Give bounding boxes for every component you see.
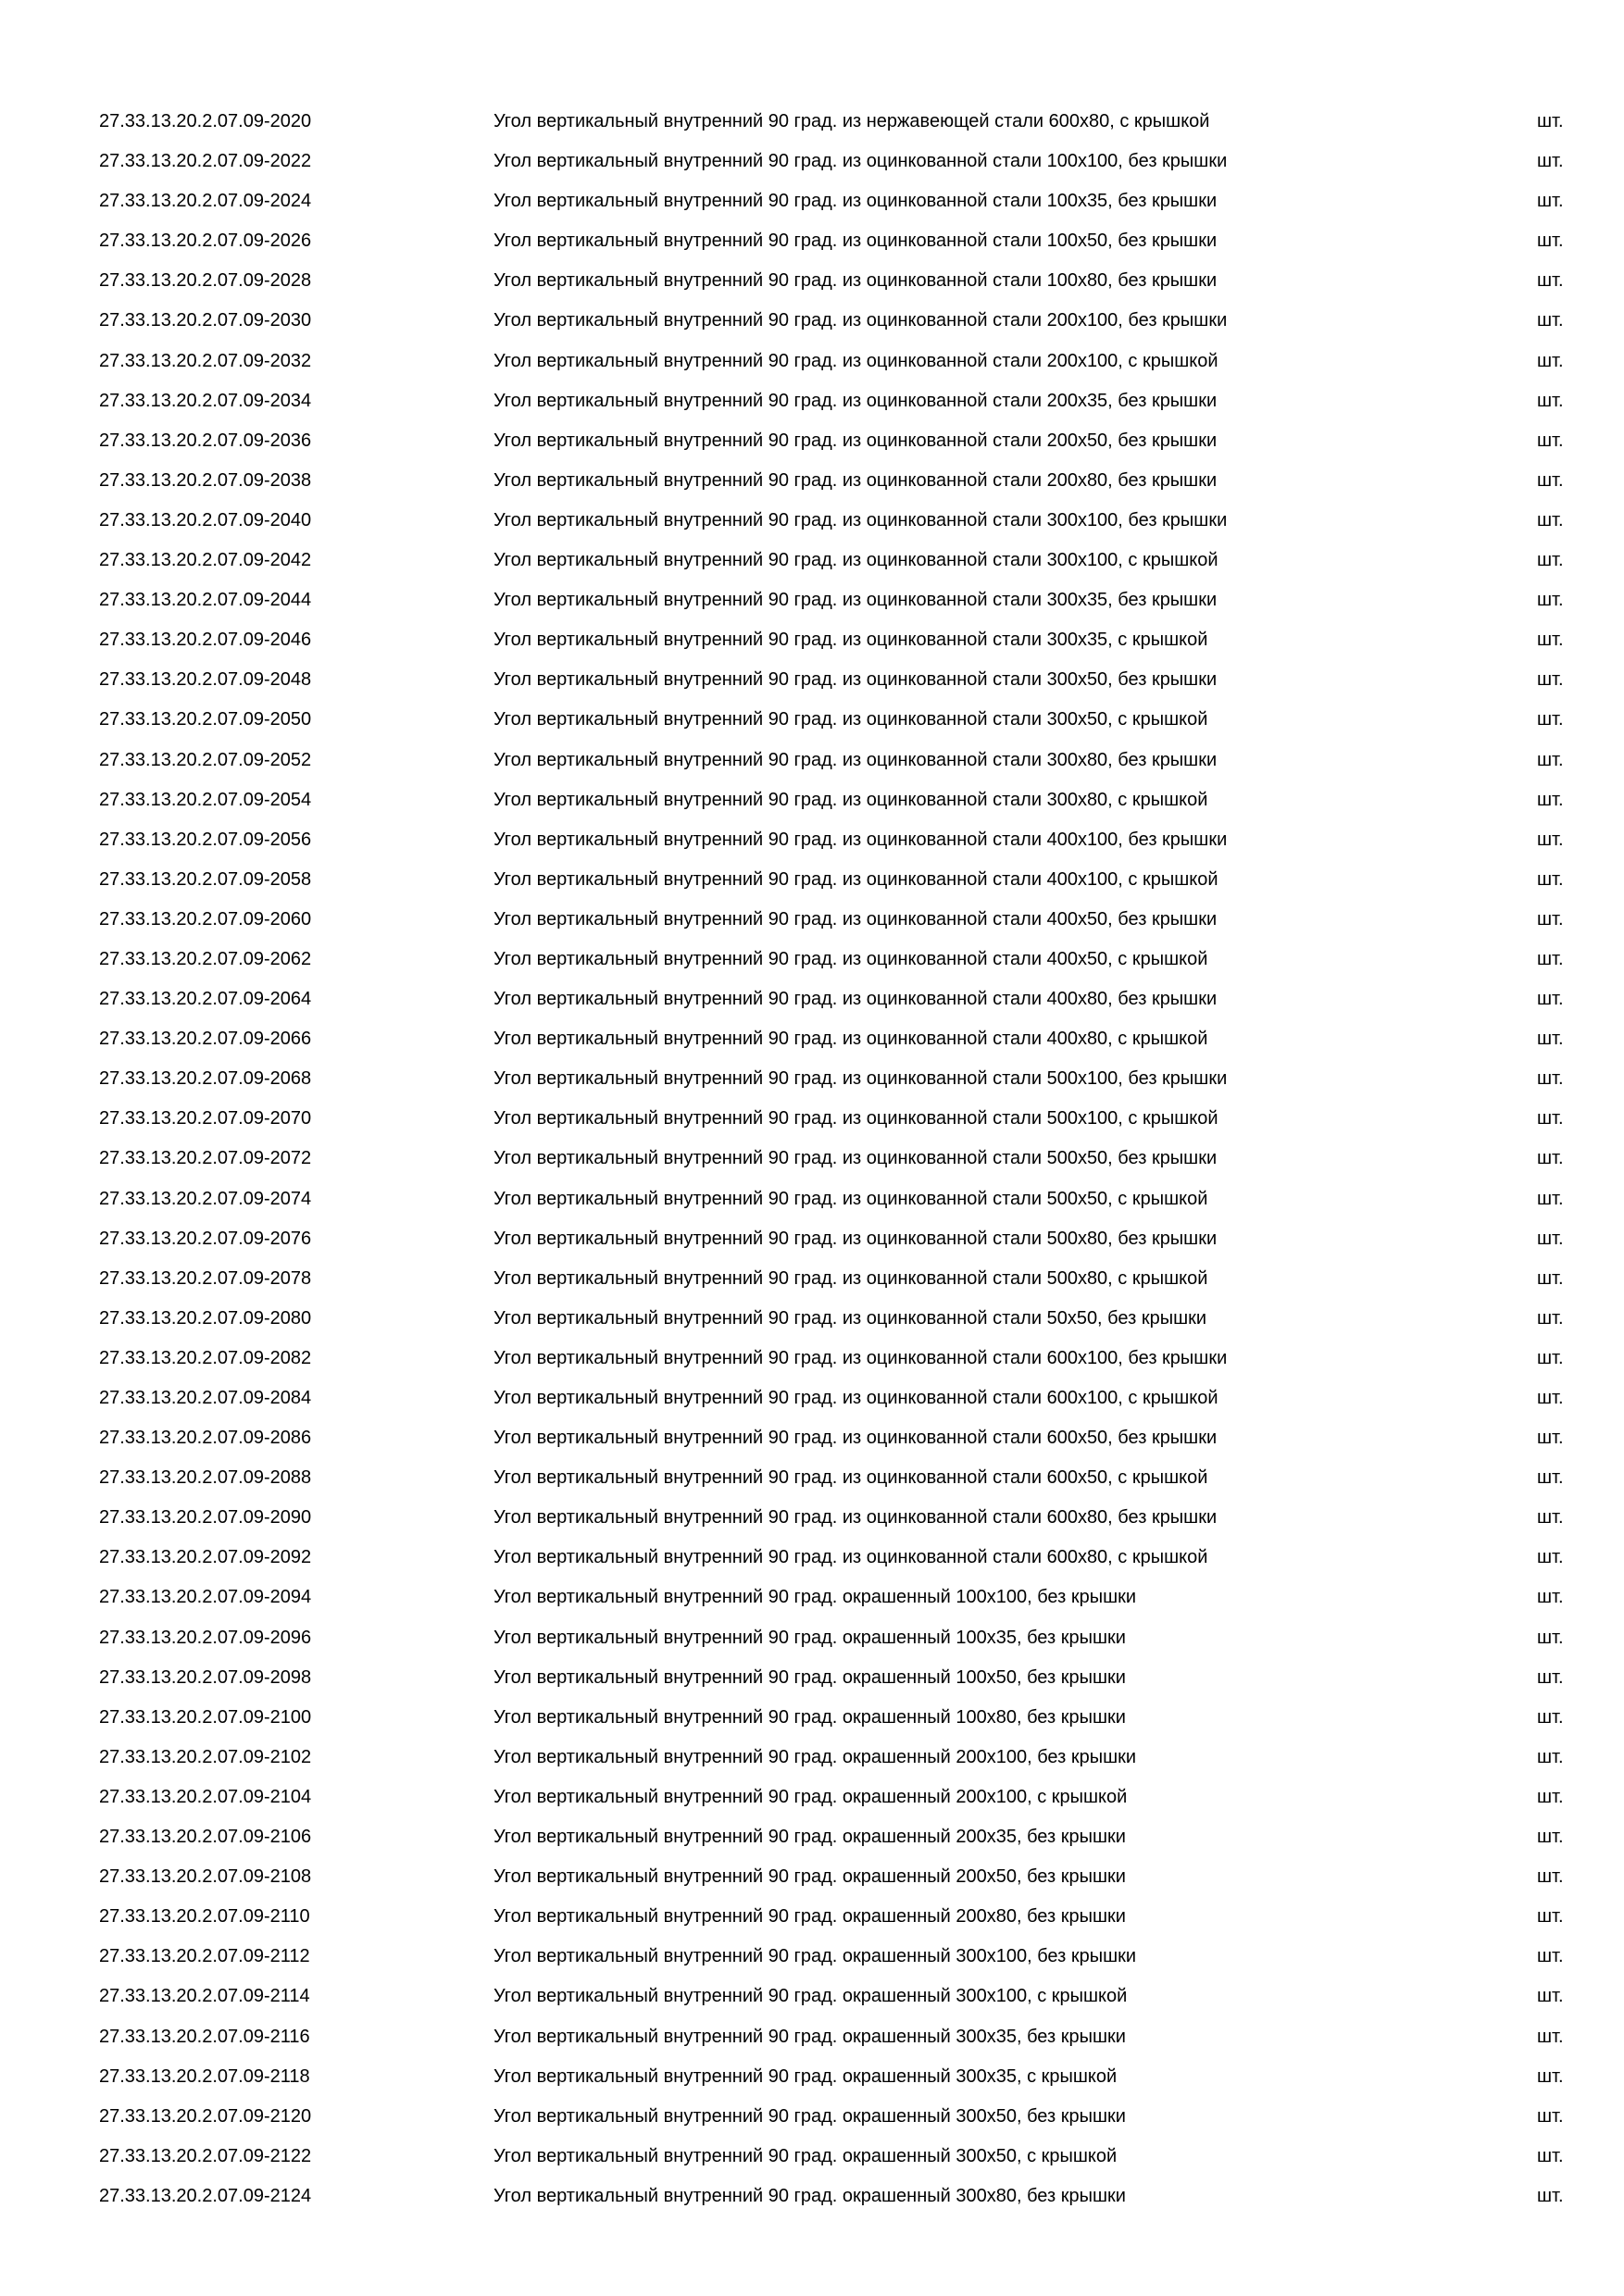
row-description: Угол вертикальный внутренний 90 град. окрашенный 200x80, без крышки bbox=[493, 1906, 1126, 1928]
row-unit: шт. bbox=[1537, 749, 1564, 770]
row-description: Угол вертикальный внутренний 90 град. из оцинкованной стали 200x100, с крышкой bbox=[493, 350, 1218, 371]
row-code: 27.33.13.20.2.07.09-2118 bbox=[99, 2065, 310, 2087]
row-description: Угол вертикальный внутренний 90 град. из оцинкованной стали 300x50, с крышкой bbox=[493, 709, 1208, 730]
row-unit: шт. bbox=[1537, 151, 1564, 172]
row-unit: шт. bbox=[1537, 430, 1564, 451]
row-unit: шт. bbox=[1537, 231, 1564, 252]
row-code: 27.33.13.20.2.07.09-2032 bbox=[99, 350, 312, 371]
row-unit: шт. bbox=[1537, 1267, 1564, 1289]
table-row bbox=[0, 1937, 1624, 1977]
row-code: 27.33.13.20.2.07.09-2094 bbox=[99, 1587, 312, 1608]
row-code: 27.33.13.20.2.07.09-2036 bbox=[99, 430, 312, 451]
row-unit: шт. bbox=[1537, 789, 1564, 810]
table-row bbox=[0, 2017, 1624, 2057]
row-code: 27.33.13.20.2.07.09-2110 bbox=[99, 1906, 310, 1928]
row-code: 27.33.13.20.2.07.09-2100 bbox=[99, 1706, 312, 1728]
table-row bbox=[0, 2057, 1624, 2097]
table-row bbox=[0, 2097, 1624, 2137]
row-unit: шт. bbox=[1537, 1986, 1564, 2007]
table-row bbox=[0, 102, 1624, 142]
row-unit: шт. bbox=[1537, 1188, 1564, 1209]
row-code: 27.33.13.20.2.07.09-2024 bbox=[99, 191, 312, 212]
row-code: 27.33.13.20.2.07.09-2112 bbox=[99, 1946, 310, 1967]
table-row bbox=[0, 980, 1624, 1019]
row-code: 27.33.13.20.2.07.09-2028 bbox=[99, 270, 312, 292]
row-description: Угол вертикальный внутренний 90 град. окрашенный 100x50, без крышки bbox=[493, 1666, 1126, 1688]
row-unit: шт. bbox=[1537, 1666, 1564, 1688]
row-description: Угол вертикальный внутренний 90 град. окрашенный 300x100, без крышки bbox=[493, 1946, 1137, 1967]
row-code: 27.33.13.20.2.07.09-2116 bbox=[99, 2026, 310, 2047]
row-code: 27.33.13.20.2.07.09-2086 bbox=[99, 1428, 312, 1449]
row-description: Угол вертикальный внутренний 90 град. из оцинкованной стали 300x80, с крышкой bbox=[493, 789, 1208, 810]
row-unit: шт. bbox=[1537, 1307, 1564, 1329]
table-row bbox=[0, 2137, 1624, 2177]
row-description: Угол вертикальный внутренний 90 град. из оцинкованной стали 100x100, без крышки bbox=[493, 151, 1228, 172]
table-row bbox=[0, 501, 1624, 541]
row-code: 27.33.13.20.2.07.09-2080 bbox=[99, 1307, 312, 1329]
table-row bbox=[0, 1658, 1624, 1698]
table-body bbox=[0, 102, 1624, 2216]
row-description: Угол вертикальный внутренний 90 град. окрашенный 300x50, без крышки bbox=[493, 2105, 1126, 2127]
table-row bbox=[0, 1299, 1624, 1339]
row-description: Угол вертикальный внутренний 90 град. из оцинкованной стали 600x80, без крышки bbox=[493, 1507, 1218, 1529]
row-description: Угол вертикальный внутренний 90 град. из оцинкованной стали 500x80, без крышки bbox=[493, 1228, 1218, 1249]
row-description: Угол вертикальный внутренний 90 град. из оцинкованной стали 600x50, без крышки bbox=[493, 1428, 1218, 1449]
row-unit: шт. bbox=[1537, 1786, 1564, 1807]
row-code: 27.33.13.20.2.07.09-2048 bbox=[99, 669, 312, 691]
table-row bbox=[0, 1498, 1624, 1538]
row-unit: шт. bbox=[1537, 948, 1564, 969]
row-code: 27.33.13.20.2.07.09-2044 bbox=[99, 590, 312, 611]
row-code: 27.33.13.20.2.07.09-2058 bbox=[99, 868, 312, 890]
row-code: 27.33.13.20.2.07.09-2104 bbox=[99, 1786, 312, 1807]
table-row bbox=[0, 1977, 1624, 2016]
row-code: 27.33.13.20.2.07.09-2022 bbox=[99, 151, 312, 172]
row-description: Угол вертикальный внутренний 90 град. из оцинкованной стали 300x100, с крышкой bbox=[493, 550, 1218, 571]
row-description: Угол вертикальный внутренний 90 град. из оцинкованной стали 200x35, без крышки bbox=[493, 390, 1218, 411]
table-row bbox=[0, 860, 1624, 900]
row-unit: шт. bbox=[1537, 1627, 1564, 1648]
table-row bbox=[0, 620, 1624, 660]
row-description: Угол вертикальный внутренний 90 град. из оцинкованной стали 300x50, без крышки bbox=[493, 669, 1218, 691]
row-description: Угол вертикальный внутренний 90 град. из оцинкованной стали 500x50, с крышкой bbox=[493, 1188, 1208, 1209]
table-row bbox=[0, 1179, 1624, 1219]
row-unit: шт. bbox=[1537, 1029, 1564, 1050]
table-row bbox=[0, 1059, 1624, 1099]
row-description: Угол вертикальный внутренний 90 град. из оцинкованной стали 400x100, с крышкой bbox=[493, 868, 1218, 890]
row-unit: шт. bbox=[1537, 989, 1564, 1010]
row-description: Угол вертикальный внутренний 90 град. из оцинкованной стали 600x100, с крышкой bbox=[493, 1388, 1218, 1408]
row-unit: шт. bbox=[1537, 829, 1564, 850]
row-description: Угол вертикальный внутренний 90 град. из оцинкованной стали 500x100, с крышкой bbox=[493, 1108, 1218, 1129]
row-description: Угол вертикальный внутренний 90 град. из оцинкованной стали 100x50, без крышки bbox=[493, 231, 1218, 252]
row-description: Угол вертикальный внутренний 90 град. из оцинкованной стали 100x80, без крышки bbox=[493, 270, 1218, 292]
row-description: Угол вертикальный внутренний 90 град. окрашенный 300x35, без крышки bbox=[493, 2026, 1126, 2047]
row-unit: шт. bbox=[1537, 111, 1564, 131]
table-row bbox=[0, 1897, 1624, 1937]
row-unit: шт. bbox=[1537, 908, 1564, 930]
row-description: Угол вертикальный внутренний 90 град. окрашенный 200x100, с крышкой bbox=[493, 1786, 1128, 1807]
table-row bbox=[0, 1458, 1624, 1498]
row-unit: шт. bbox=[1537, 1068, 1564, 1090]
row-code: 27.33.13.20.2.07.09-2088 bbox=[99, 1467, 312, 1489]
table-row bbox=[0, 142, 1624, 181]
row-description: Угол вертикальный внутренний 90 град. из оцинкованной стали 600x50, с крышкой bbox=[493, 1467, 1208, 1489]
table-row bbox=[0, 1578, 1624, 1617]
row-unit: шт. bbox=[1537, 2026, 1564, 2047]
row-code: 27.33.13.20.2.07.09-2030 bbox=[99, 310, 312, 331]
table-row bbox=[0, 1139, 1624, 1179]
row-description: Угол вертикальный внутренний 90 град. окрашенный 100x100, без крышки bbox=[493, 1587, 1137, 1608]
row-unit: шт. bbox=[1537, 2105, 1564, 2127]
row-unit: шт. bbox=[1537, 590, 1564, 611]
row-description: Угол вертикальный внутренний 90 град. окрашенный 200x100, без крышки bbox=[493, 1746, 1137, 1767]
row-description: Угол вертикальный внутренний 90 град. из оцинкованной стали 400x80, без крышки bbox=[493, 989, 1218, 1010]
table-row bbox=[0, 381, 1624, 421]
row-unit: шт. bbox=[1537, 1587, 1564, 1608]
row-code: 27.33.13.20.2.07.09-2102 bbox=[99, 1746, 312, 1767]
row-unit: шт. bbox=[1537, 630, 1564, 651]
row-code: 27.33.13.20.2.07.09-2120 bbox=[99, 2105, 312, 2127]
table-row bbox=[0, 780, 1624, 820]
row-unit: шт. bbox=[1537, 1428, 1564, 1449]
row-unit: шт. bbox=[1537, 1706, 1564, 1728]
row-description: Угол вертикальный внутренний 90 град. из оцинкованной стали 200x100, без крышки bbox=[493, 310, 1228, 331]
row-description: Угол вертикальный внутренний 90 град. из оцинкованной стали 200x50, без крышки bbox=[493, 430, 1218, 451]
table-row bbox=[0, 900, 1624, 940]
row-description: Угол вертикальный внутренний 90 град. из оцинкованной стали 500x80, с крышкой bbox=[493, 1267, 1208, 1289]
table-row bbox=[0, 421, 1624, 461]
row-code: 27.33.13.20.2.07.09-2090 bbox=[99, 1507, 312, 1529]
row-code: 27.33.13.20.2.07.09-2054 bbox=[99, 789, 312, 810]
row-code: 27.33.13.20.2.07.09-2098 bbox=[99, 1666, 312, 1688]
table-row bbox=[0, 820, 1624, 860]
row-unit: шт. bbox=[1537, 270, 1564, 292]
row-description: Угол вертикальный внутренний 90 град. из оцинкованной стали 400x50, с крышкой bbox=[493, 948, 1208, 969]
row-description: Угол вертикальный внутренний 90 град. из оцинкованной стали 600x100, без крышки bbox=[493, 1347, 1228, 1368]
row-unit: шт. bbox=[1537, 1148, 1564, 1169]
row-unit: шт. bbox=[1537, 2185, 1564, 2206]
row-unit: шт. bbox=[1537, 310, 1564, 331]
row-description: Угол вертикальный внутренний 90 град. из нержавеющей стали 600x80, с крышкой bbox=[493, 111, 1210, 131]
row-code: 27.33.13.20.2.07.09-2078 bbox=[99, 1267, 312, 1289]
row-code: 27.33.13.20.2.07.09-2074 bbox=[99, 1188, 312, 1209]
row-code: 27.33.13.20.2.07.09-2046 bbox=[99, 630, 312, 651]
table-row bbox=[0, 700, 1624, 740]
row-description: Угол вертикальный внутренний 90 град. окрашенный 300x100, с крышкой bbox=[493, 1986, 1128, 2007]
row-code: 27.33.13.20.2.07.09-2052 bbox=[99, 749, 312, 770]
row-description: Угол вертикальный внутренний 90 град. окрашенный 300x35, с крышкой bbox=[493, 2065, 1118, 2087]
row-code: 27.33.13.20.2.07.09-2068 bbox=[99, 1068, 312, 1090]
row-unit: шт. bbox=[1537, 1467, 1564, 1489]
row-unit: шт. bbox=[1537, 509, 1564, 530]
row-unit: шт. bbox=[1537, 1906, 1564, 1928]
row-code: 27.33.13.20.2.07.09-2082 bbox=[99, 1347, 312, 1368]
table-row bbox=[0, 1099, 1624, 1139]
row-code: 27.33.13.20.2.07.09-2038 bbox=[99, 469, 312, 491]
row-description: Угол вертикальный внутренний 90 град. из оцинкованной стали 300x80, без крышки bbox=[493, 749, 1218, 770]
row-description: Угол вертикальный внутренний 90 град. окрашенный 100x80, без крышки bbox=[493, 1706, 1126, 1728]
row-unit: шт. bbox=[1537, 868, 1564, 890]
table-row bbox=[0, 1738, 1624, 1778]
row-unit: шт. bbox=[1537, 2065, 1564, 2087]
row-unit: шт. bbox=[1537, 1108, 1564, 1129]
row-unit: шт. bbox=[1537, 2145, 1564, 2166]
row-unit: шт. bbox=[1537, 1547, 1564, 1568]
table-row bbox=[0, 1538, 1624, 1578]
row-description: Угол вертикальный внутренний 90 град. окрашенный 300x50, с крышкой bbox=[493, 2145, 1118, 2166]
row-unit: шт. bbox=[1537, 191, 1564, 212]
row-code: 27.33.13.20.2.07.09-2106 bbox=[99, 1827, 312, 1848]
row-code: 27.33.13.20.2.07.09-2076 bbox=[99, 1228, 312, 1249]
table-row bbox=[0, 1778, 1624, 1817]
row-description: Угол вертикальный внутренний 90 град. из оцинкованной стали 200x80, без крышки bbox=[493, 469, 1218, 491]
row-description: Угол вертикальный внутренний 90 град. из оцинкованной стали 50x50, без крышки bbox=[493, 1307, 1207, 1329]
table-row bbox=[0, 660, 1624, 700]
row-description: Угол вертикальный внутренний 90 град. окрашенный 200x50, без крышки bbox=[493, 1866, 1126, 1888]
row-description: Угол вертикальный внутренний 90 град. из оцинкованной стали 500x100, без крышки bbox=[493, 1068, 1228, 1090]
table-row bbox=[0, 461, 1624, 501]
row-unit: шт. bbox=[1537, 1746, 1564, 1767]
row-description: Угол вертикальный внутренний 90 град. окрашенный 100x35, без крышки bbox=[493, 1627, 1126, 1648]
table-row bbox=[0, 1857, 1624, 1897]
row-unit: шт. bbox=[1537, 709, 1564, 730]
row-code: 27.33.13.20.2.07.09-2070 bbox=[99, 1108, 312, 1129]
row-code: 27.33.13.20.2.07.09-2066 bbox=[99, 1029, 312, 1050]
row-code: 27.33.13.20.2.07.09-2056 bbox=[99, 829, 312, 850]
row-unit: шт. bbox=[1537, 350, 1564, 371]
row-code: 27.33.13.20.2.07.09-2084 bbox=[99, 1388, 312, 1408]
row-description: Угол вертикальный внутренний 90 град. из оцинкованной стали 300x35, с крышкой bbox=[493, 630, 1208, 651]
table-row bbox=[0, 342, 1624, 381]
row-unit: шт. bbox=[1537, 550, 1564, 571]
table-row bbox=[0, 1019, 1624, 1059]
row-code: 27.33.13.20.2.07.09-2096 bbox=[99, 1627, 312, 1648]
row-code: 27.33.13.20.2.07.09-2042 bbox=[99, 550, 312, 571]
row-code: 27.33.13.20.2.07.09-2122 bbox=[99, 2145, 312, 2166]
row-unit: шт. bbox=[1537, 1946, 1564, 1967]
table-row bbox=[0, 940, 1624, 980]
row-description: Угол вертикальный внутренний 90 град. из оцинкованной стали 300x35, без крышки bbox=[493, 590, 1218, 611]
row-code: 27.33.13.20.2.07.09-2026 bbox=[99, 231, 312, 252]
table-row bbox=[0, 1618, 1624, 1658]
row-unit: шт. bbox=[1537, 390, 1564, 411]
row-code: 27.33.13.20.2.07.09-2062 bbox=[99, 948, 312, 969]
table-row bbox=[0, 1259, 1624, 1299]
row-unit: шт. bbox=[1537, 1866, 1564, 1888]
row-unit: шт. bbox=[1537, 469, 1564, 491]
table-row bbox=[0, 541, 1624, 580]
row-code: 27.33.13.20.2.07.09-2092 bbox=[99, 1547, 312, 1568]
row-code: 27.33.13.20.2.07.09-2034 bbox=[99, 390, 312, 411]
table-row bbox=[0, 2177, 1624, 2216]
table-row bbox=[0, 1817, 1624, 1857]
row-unit: шт. bbox=[1537, 1827, 1564, 1848]
table-row bbox=[0, 1219, 1624, 1259]
row-unit: шт. bbox=[1537, 1347, 1564, 1368]
table-row bbox=[0, 580, 1624, 620]
row-unit: шт. bbox=[1537, 1507, 1564, 1529]
row-code: 27.33.13.20.2.07.09-2064 bbox=[99, 989, 312, 1010]
table-row bbox=[0, 301, 1624, 341]
row-unit: шт. bbox=[1537, 669, 1564, 691]
table-row bbox=[0, 1418, 1624, 1458]
row-unit: шт. bbox=[1537, 1228, 1564, 1249]
table-row bbox=[0, 221, 1624, 261]
row-description: Угол вертикальный внутренний 90 град. из оцинкованной стали 400x100, без крышки bbox=[493, 829, 1228, 850]
row-description: Угол вертикальный внутренний 90 град. окрашенный 200x35, без крышки bbox=[493, 1827, 1126, 1848]
row-code: 27.33.13.20.2.07.09-2050 bbox=[99, 709, 312, 730]
table-row bbox=[0, 1698, 1624, 1738]
row-code: 27.33.13.20.2.07.09-2020 bbox=[99, 111, 312, 131]
row-code: 27.33.13.20.2.07.09-2124 bbox=[99, 2185, 312, 2206]
row-description: Угол вертикальный внутренний 90 град. из оцинкованной стали 300x100, без крышки bbox=[493, 509, 1228, 530]
table-row bbox=[0, 1339, 1624, 1379]
row-description: Угол вертикальный внутренний 90 град. из оцинкованной стали 500x50, без крышки bbox=[493, 1148, 1218, 1169]
row-description: Угол вертикальный внутренний 90 град. из оцинкованной стали 400x50, без крышки bbox=[493, 908, 1218, 930]
row-description: Угол вертикальный внутренний 90 град. из оцинкованной стали 600x80, с крышкой bbox=[493, 1547, 1208, 1568]
row-code: 27.33.13.20.2.07.09-2108 bbox=[99, 1866, 312, 1888]
row-unit: шт. bbox=[1537, 1388, 1564, 1408]
row-code: 27.33.13.20.2.07.09-2114 bbox=[99, 1986, 310, 2007]
row-description: Угол вертикальный внутренний 90 град. окрашенный 300x80, без крышки bbox=[493, 2185, 1126, 2206]
row-description: Угол вертикальный внутренний 90 град. из оцинкованной стали 400x80, с крышкой bbox=[493, 1029, 1208, 1050]
table-row bbox=[0, 261, 1624, 301]
row-code: 27.33.13.20.2.07.09-2072 bbox=[99, 1148, 312, 1169]
row-code: 27.33.13.20.2.07.09-2040 bbox=[99, 509, 312, 530]
row-description: Угол вертикальный внутренний 90 град. из оцинкованной стали 100x35, без крышки bbox=[493, 191, 1218, 212]
table-row bbox=[0, 741, 1624, 780]
table-row bbox=[0, 181, 1624, 221]
row-code: 27.33.13.20.2.07.09-2060 bbox=[99, 908, 312, 930]
table-row bbox=[0, 1379, 1624, 1418]
